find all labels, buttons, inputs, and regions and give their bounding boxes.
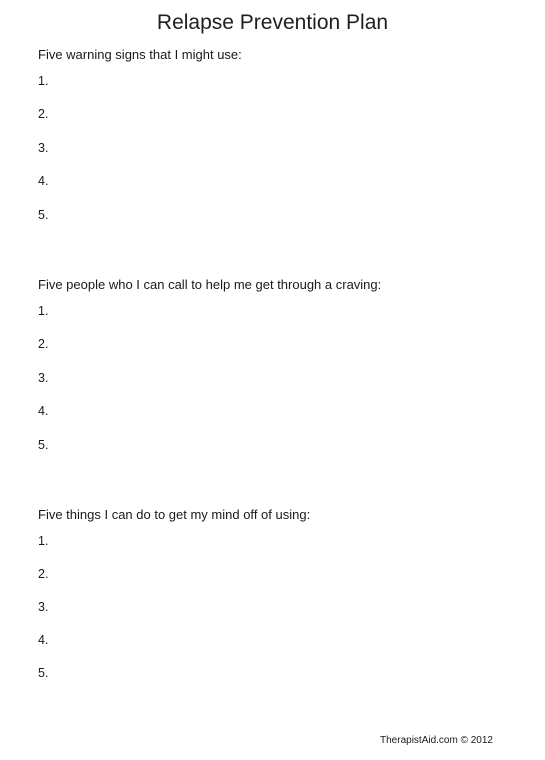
list-item: 2. [38,107,49,121]
list-item: 4. [38,174,49,188]
list-item: 3. [38,371,49,385]
list-item: 3. [38,600,49,614]
section-distraction-activities [38,507,518,687]
page-title: Relapse Prevention Plan [156,11,389,34]
list-item: 4. [38,404,49,418]
list-item: 5. [38,208,49,222]
section-heading: Five people who I can call to help me get through a craving: [38,277,382,292]
list-item: 2. [38,567,49,581]
section-warning-signs [38,47,518,227]
list-item: 2. [38,337,49,351]
list-item: 3. [38,141,49,155]
list-item: 1. [38,304,49,318]
copyright-footer: TherapistAid.com © 2012 [380,735,493,746]
list-item: 1. [38,534,49,548]
list-item: 5. [38,666,49,680]
section-people-to-call [38,277,518,457]
list-item: 1. [38,74,49,88]
list-item: 5. [38,438,49,452]
list-item: 4. [38,633,49,647]
section-heading: Five warning signs that I might use: [38,47,242,62]
section-heading: Five things I can do to get my mind off of using: [38,507,311,522]
